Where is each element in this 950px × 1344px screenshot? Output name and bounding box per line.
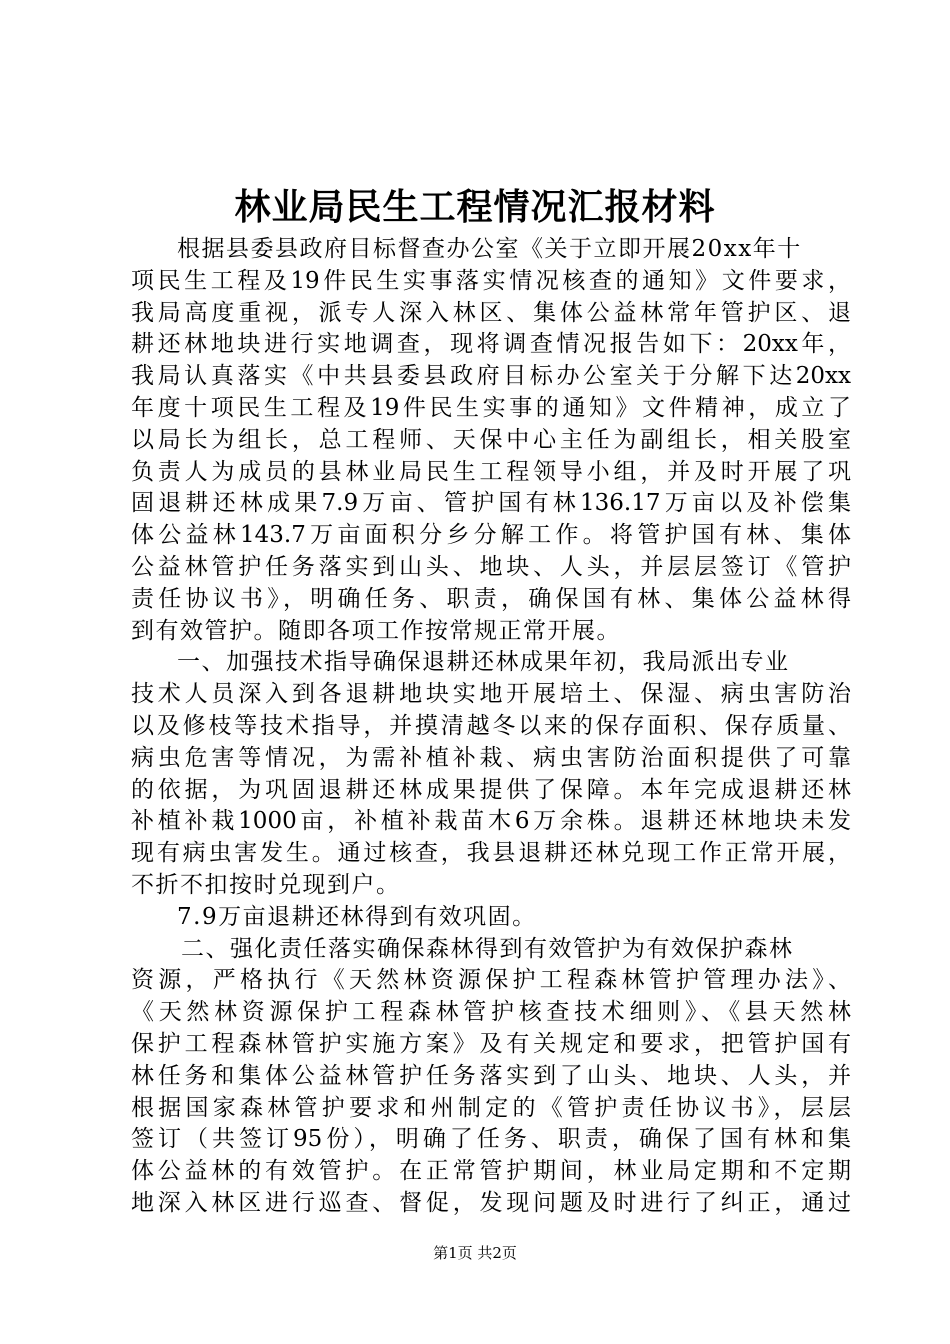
text-line: 《天然林资源保护工程森林管护核查技术细则》、《县天然林	[131, 999, 851, 1026]
text-line: 责任协议书》，明确任务、职责，确保国有林、集体公益林得	[131, 585, 851, 612]
text-line: 一、加强技术指导确保退耕还林成果年初，我局派出专业	[177, 649, 790, 676]
text-line: 不折不扣按时兑现到户。	[131, 871, 401, 898]
text-line: 现有病虫害发生。通过核查，我县退耕还林兑现工作正常开展，	[131, 840, 851, 867]
text-line: 病虫危害等情况，为需补植补栽、病虫害防治面积提供了可靠	[131, 744, 851, 771]
page-footer: 第1页 共2页	[433, 1244, 517, 1262]
text-line: 体公益林143.7万亩面积分乡分解工作。将管护国有林、集体	[131, 522, 851, 549]
text-line: 以局长为组长，总工程师、天保中心主任为副组长，相关股室	[131, 426, 851, 453]
text-line: 固退耕还林成果7.9万亩、管护国有林136.17万亩以及补偿集	[131, 490, 851, 517]
text-line: 的依据，为巩固退耕还林成果提供了保障。本年完成退耕还林	[131, 776, 851, 803]
text-line: 年度十项民生工程及19件民生实事的通知》文件精神，成立了	[131, 394, 851, 421]
text-line: 技术人员深入到各退耕地块实地开展培土、保湿、病虫害防治	[131, 681, 851, 708]
text-line: 耕还林地块进行实地调查，现将调查情况报告如下：20xx年，	[131, 331, 851, 358]
text-line: 以及修枝等技术指导，并摸清越冬以来的保存面积、保存质量、	[131, 712, 851, 739]
text-line: 公益林管护任务落实到山头、地块、人头，并层层签订《管护	[131, 553, 851, 580]
text-line: 林任务和集体公益林管护任务落实到了山头、地块、人头，并	[131, 1062, 851, 1089]
document-title: 林业局民生工程情况汇报材料	[234, 186, 716, 228]
text-line: 资源，严格执行《天然林资源保护工程森林管护管理办法》、	[131, 967, 851, 994]
text-line: 地深入林区进行巡查、督促，发现问题及时进行了纠正，通过	[131, 1189, 851, 1216]
text-line: 我局高度重视，派专人深入林区、集体公益林常年管护区、退	[131, 299, 851, 326]
text-line: 到有效管护。随即各项工作按常规正常开展。	[131, 617, 621, 644]
text-line: 签订（共签订95份），明确了任务、职责，确保了国有林和集	[131, 1126, 851, 1153]
text-line: 根据县委县政府目标督查办公室《关于立即开展20xx年十	[177, 236, 802, 262]
text-line: 负责人为成员的县林业局民生工程领导小组，并及时开展了巩	[131, 458, 851, 485]
text-line: 体公益林的有效管护。在正常管护期间，林业局定期和不定期	[131, 1158, 851, 1185]
text-line: 我局认真落实《中共县委县政府目标办公室关于分解下达20xx	[131, 363, 851, 390]
text-line: 补植补栽1000亩，补植补栽苗木6万余株。退耕还林地块未发	[131, 808, 851, 835]
document-body	[131, 234, 851, 1220]
text-line: 7.9万亩退耕还林得到有效巩固。	[177, 903, 537, 930]
text-line: 项民生工程及19件民生实事落实情况核查的通知》文件要求，	[131, 267, 851, 294]
text-line: 根据国家森林管护要求和州制定的《管护责任协议书》，层层	[131, 1094, 851, 1121]
text-line: 保护工程森林管护实施方案》及有关规定和要求，把管护国有	[131, 1030, 851, 1057]
text-line: 二、强化责任落实确保森林得到有效管护为有效保护森林	[181, 935, 794, 962]
